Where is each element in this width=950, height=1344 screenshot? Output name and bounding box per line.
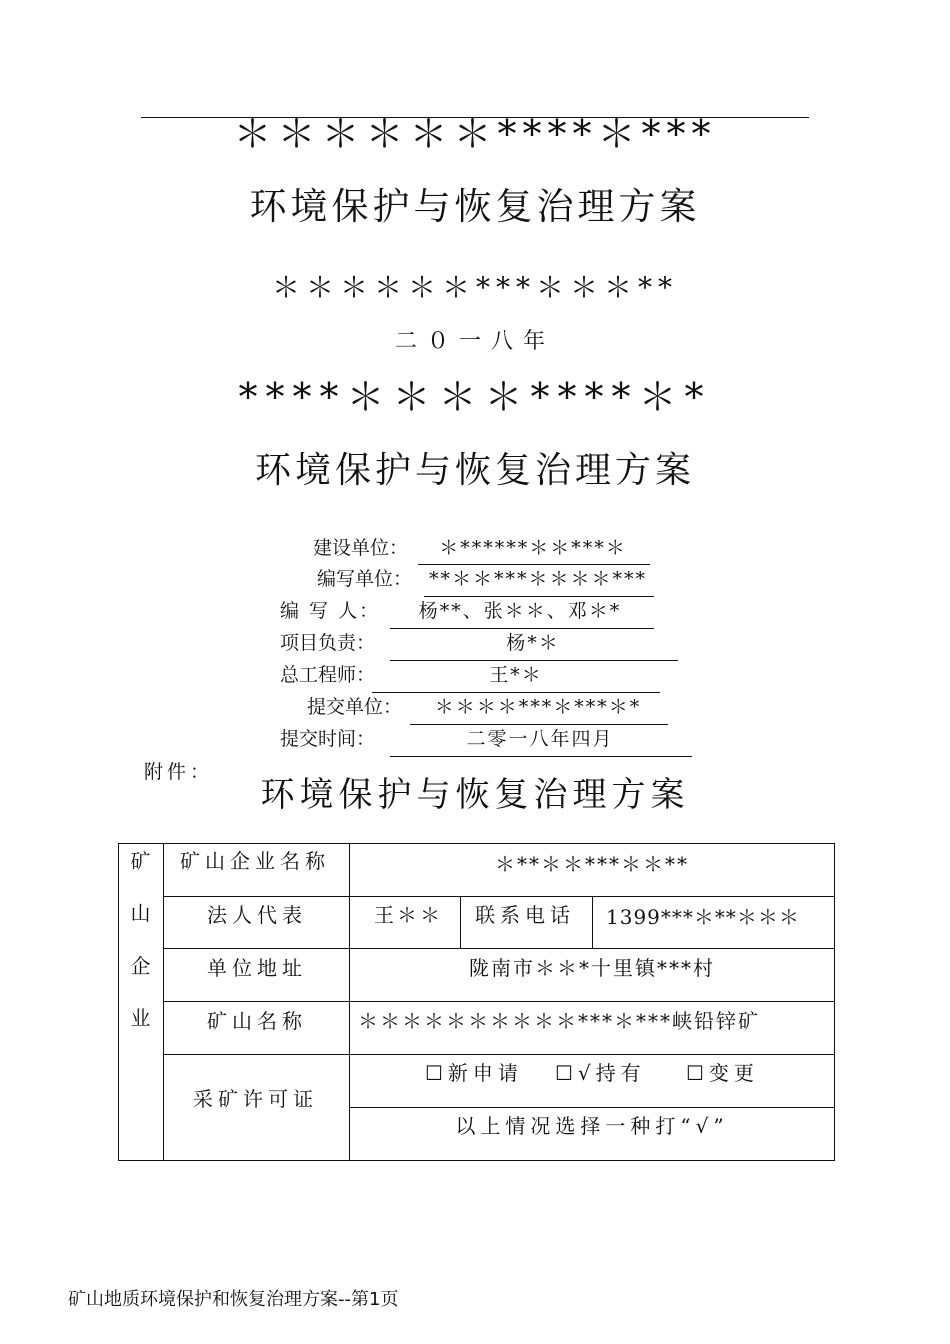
table-border — [163, 948, 835, 949]
phone-label: 联系电话 — [475, 903, 575, 927]
cover-year: 二０一八年 — [394, 329, 555, 354]
mine-name-value: ＊＊＊＊＊＊＊＊＊＊***＊***峡铅锌矿 — [358, 1009, 760, 1033]
table-border — [118, 843, 835, 844]
field-label-construction-unit: 建设单位： — [313, 537, 409, 559]
side-header-char: 矿 — [130, 849, 151, 873]
cover-title-stars: ＊＊＊＊＊＊****＊*** — [233, 112, 717, 156]
field-value-submission-time: 二零一八年四月 — [466, 728, 614, 750]
table-border — [349, 1107, 835, 1108]
field-value-writing-unit: **＊＊***＊＊＊＊*** — [428, 568, 647, 590]
field-label-project-lead: 项目负责： — [280, 632, 376, 654]
field-label-submitting-unit: 提交单位： — [307, 696, 403, 718]
side-header-char: 业 — [130, 1006, 151, 1030]
table-border — [834, 843, 835, 1160]
cover-company-stars: ＊＊＊＊＊＊***＊＊＊** — [271, 271, 678, 304]
field-value-writer: 杨**、张＊＊、邓＊* — [418, 600, 622, 622]
field-label-writing-unit: 编写单位： — [317, 568, 413, 590]
field-label-chief-engineer: 总工程师： — [280, 664, 376, 686]
field-underline — [390, 756, 692, 757]
permit-option-new[interactable]: ☐新申请 — [425, 1061, 523, 1085]
permit-option-hold[interactable]: ☐√持有 — [555, 1061, 646, 1085]
side-header-char: 企 — [130, 954, 151, 978]
cover-heading: 环境保护与恢复治理方案 — [249, 185, 701, 228]
field-value-project-lead: 杨*＊ — [506, 632, 560, 654]
page-footer: 矿山地质环境保护和恢复治理方案--第1页 — [68, 1289, 399, 1310]
attachment-label: 附件： — [144, 761, 214, 783]
table-border — [163, 1054, 835, 1055]
enterprise-name-value: ＊**＊＊***＊＊** — [495, 852, 689, 876]
table-border — [118, 843, 119, 1160]
table-border — [163, 896, 835, 897]
legal-rep-label: 法人代表 — [207, 903, 307, 927]
permit-label: 采矿许可证 — [193, 1087, 318, 1111]
permit-option-change[interactable]: ☐变更 — [686, 1061, 759, 1085]
mine-name-label: 矿山名称 — [207, 1009, 307, 1033]
field-value-chief-engineer: 王*＊ — [489, 664, 543, 686]
enterprise-name-label: 矿山企业名称 — [180, 849, 330, 873]
side-header-char: 山 — [130, 901, 151, 925]
field-label-writer: 编 写 人： — [280, 600, 381, 622]
field-label-submission-time: 提交时间： — [280, 728, 376, 750]
address-value: 陇南市＊＊*十里镇***村 — [469, 956, 715, 980]
table-border — [118, 1160, 835, 1161]
table-border — [460, 896, 461, 948]
table-border — [163, 843, 164, 1160]
field-value-submitting-unit: ＊＊＊＊***＊***＊* — [434, 696, 642, 718]
table-border — [592, 896, 593, 948]
attachment-heading: 环境保护与恢复治理方案 — [260, 775, 690, 815]
phone-value: 1399***＊**＊＊＊ — [606, 905, 800, 929]
address-label: 单位地址 — [207, 956, 307, 980]
permit-note: 以上情况选择一种打“√” — [455, 1114, 729, 1138]
title-page-stars: ****＊＊＊＊****＊* — [238, 375, 712, 419]
title-page-heading: 环境保护与恢复治理方案 — [254, 450, 695, 491]
table-border — [163, 1001, 835, 1002]
legal-rep-value: 王＊＊ — [374, 903, 443, 927]
field-value-construction-unit: ＊******＊＊***＊ — [439, 537, 627, 559]
